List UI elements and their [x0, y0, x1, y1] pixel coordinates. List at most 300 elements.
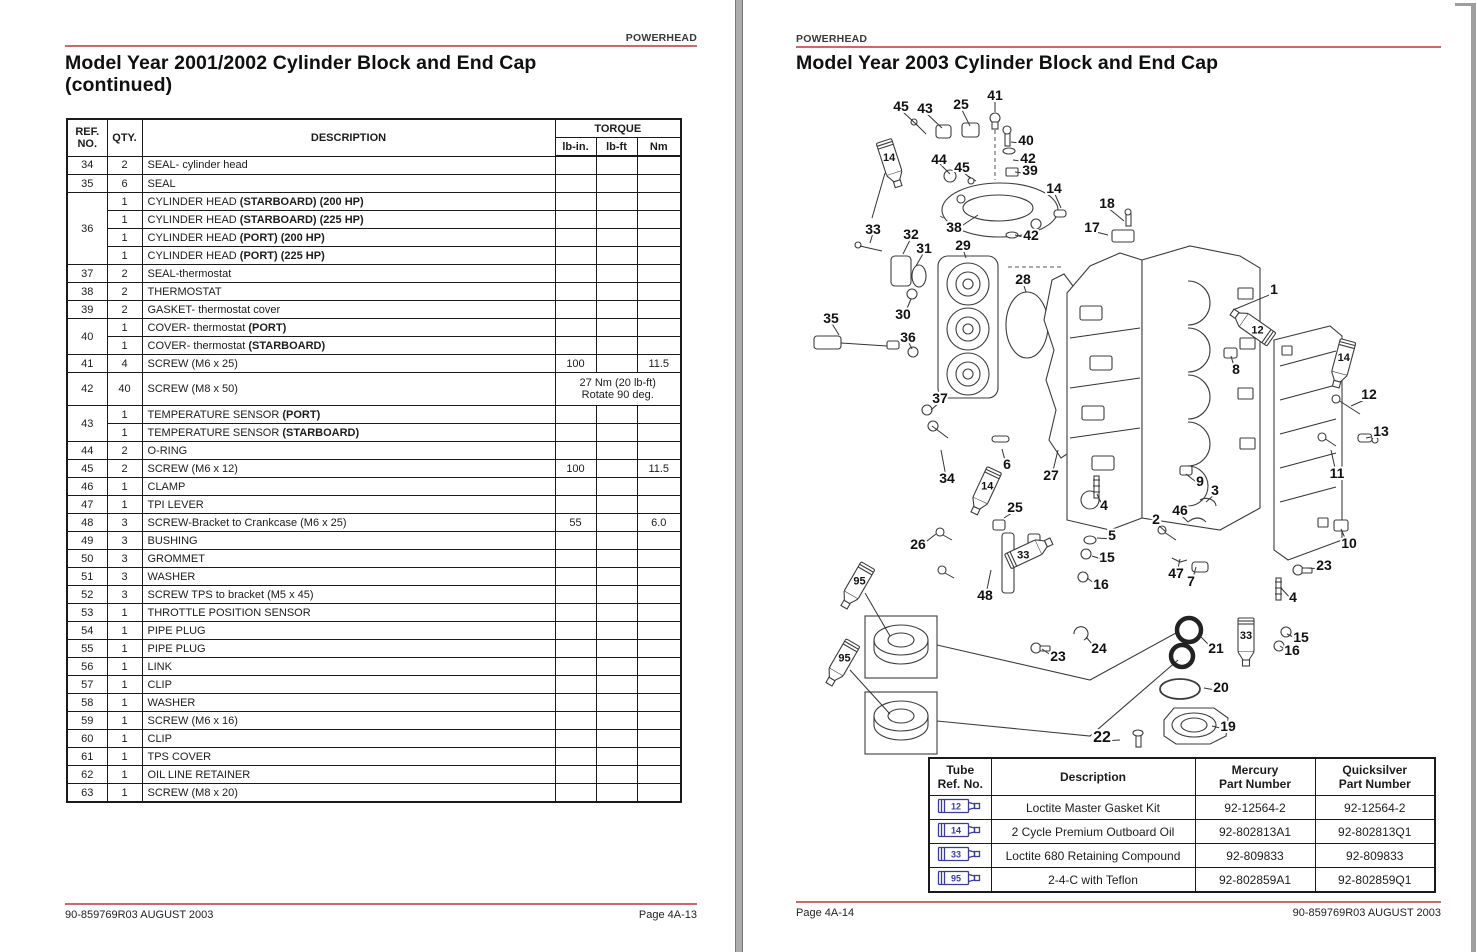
description-cell: TPI LEVER — [142, 496, 555, 514]
qty-cell: 2 — [107, 301, 142, 319]
nm-cell — [637, 283, 681, 301]
table-row — [67, 694, 681, 712]
col-header-mercury: Mercury Part Number — [1195, 758, 1315, 796]
table-row — [67, 586, 681, 604]
tube-table-row — [929, 844, 1435, 868]
nm-cell — [637, 784, 681, 803]
lbin-cell — [555, 640, 596, 658]
qty-cell: 2 — [107, 283, 142, 301]
lbin-cell — [555, 730, 596, 748]
callout-number: 17 — [1084, 219, 1100, 235]
table-row — [67, 712, 681, 730]
callout-number: 19 — [1220, 718, 1236, 734]
right-footer-docnum: 90-859769R03 AUGUST 2003 — [1292, 907, 1441, 919]
qty-cell: 1 — [107, 784, 142, 803]
callout-number: 39 — [1022, 162, 1038, 178]
callout-number: 33 — [865, 221, 881, 237]
nm-cell — [637, 622, 681, 640]
qty-cell: 1 — [107, 211, 142, 229]
table-row — [67, 265, 681, 283]
table-row — [67, 319, 681, 337]
nm-cell — [637, 406, 681, 424]
description-cell: SEAL — [142, 175, 555, 193]
nm-cell — [637, 265, 681, 283]
seal-rings-21 — [1171, 618, 1201, 667]
table-row — [67, 658, 681, 676]
col-header-tube-desc: Description — [991, 758, 1195, 796]
lbft-cell — [596, 658, 637, 676]
qty-cell: 1 — [107, 694, 142, 712]
table-row — [67, 355, 681, 373]
nm-cell — [637, 478, 681, 496]
lbin-cell — [555, 784, 596, 803]
lbft-cell — [596, 784, 637, 803]
description-cell: COVER- thermostat (PORT) — [142, 319, 555, 337]
glue-tube-icon — [937, 797, 983, 815]
table-row — [67, 622, 681, 640]
lbin-cell — [555, 658, 596, 676]
lbin-cell — [555, 532, 596, 550]
col-header-nm: Nm — [637, 138, 681, 157]
lbft-cell — [596, 622, 637, 640]
lbft-cell — [596, 301, 637, 319]
callout-number: 95 — [853, 575, 866, 588]
description-cell: TPS COVER — [142, 748, 555, 766]
left-footer-docnum: 90-859769R03 AUGUST 2003 — [65, 909, 214, 921]
qty-cell: 1 — [107, 676, 142, 694]
nm-cell — [637, 175, 681, 193]
description-cell: CLAMP — [142, 478, 555, 496]
lbft-cell — [596, 604, 637, 622]
table-row — [67, 193, 681, 211]
callout-number: 4 — [1289, 589, 1297, 605]
lbin-cell — [555, 247, 596, 265]
callout-number: 34 — [939, 470, 955, 486]
torque-span-cell: 27 Nm (20 lb-ft) Rotate 90 deg. — [555, 373, 681, 406]
description-cell: WASHER — [142, 568, 555, 586]
callout-number: 29 — [955, 237, 971, 253]
lbft-cell — [596, 319, 637, 337]
callout-number: 12 — [1251, 324, 1264, 337]
lbin-cell — [555, 265, 596, 283]
nm-cell — [637, 319, 681, 337]
qty-cell: 1 — [107, 730, 142, 748]
lbin-cell — [555, 175, 596, 193]
description-cell: CYLINDER HEAD (PORT) (225 HP) — [142, 247, 555, 265]
qty-cell: 1 — [107, 193, 142, 211]
lbin-cell — [555, 496, 596, 514]
callout-number: 48 — [977, 587, 993, 603]
tube-table-row — [929, 796, 1435, 820]
glue-tube-icon — [937, 821, 983, 839]
table-row — [67, 640, 681, 658]
svg-text:14: 14 — [951, 825, 962, 836]
quicksilver-part-cell: 92-809833 — [1315, 844, 1435, 868]
qty-cell: 3 — [107, 532, 142, 550]
description-cell: SCREW (M6 x 25) — [142, 355, 555, 373]
callout-number: 25 — [1007, 499, 1023, 515]
description-cell: TEMPERATURE SENSOR (STARBOARD) — [142, 424, 555, 442]
parts-table-head — [67, 119, 681, 156]
right-page — [743, 0, 1477, 952]
callout-number: 23 — [1316, 557, 1332, 573]
tps-sensor-32 — [891, 256, 926, 299]
col-header-tube-ref: Tube Ref. No. — [929, 758, 991, 796]
table-row — [67, 337, 681, 355]
description-cell: THROTTLE POSITION SENSOR — [142, 604, 555, 622]
qty-cell: 3 — [107, 550, 142, 568]
lbin-cell — [555, 568, 596, 586]
cylinder-head-29 — [938, 256, 998, 398]
lbft-cell — [596, 229, 637, 247]
qty-cell: 3 — [107, 514, 142, 532]
table-row — [67, 175, 681, 193]
nm-cell — [637, 424, 681, 442]
tube-desc-cell: 2 Cycle Premium Outboard Oil — [991, 820, 1195, 844]
tube-table-head — [929, 758, 1435, 796]
lbin-cell: 100 — [555, 355, 596, 373]
callout-number: 25 — [953, 96, 969, 112]
nm-cell — [637, 550, 681, 568]
lbin-cell — [555, 766, 596, 784]
callout-number: 42 — [1020, 150, 1036, 166]
ref-no-cell: 35 — [67, 175, 107, 193]
col-header-description: DESCRIPTION — [142, 119, 555, 156]
description-cell: BUSHING — [142, 532, 555, 550]
tube-ref-cell — [929, 868, 991, 893]
loctite-screw-33 — [855, 173, 885, 251]
parts-table-body — [67, 156, 681, 802]
ref-no-cell: 58 — [67, 694, 107, 712]
callout-number: 35 — [823, 310, 839, 326]
description-cell: O-RING — [142, 442, 555, 460]
callout-number: 18 — [1099, 195, 1115, 211]
ref-no-cell: 52 — [67, 586, 107, 604]
callout-number: 23 — [1050, 648, 1066, 664]
lbin-cell — [555, 586, 596, 604]
o-ring-20 — [1160, 679, 1200, 699]
callout-number: 13 — [1373, 423, 1389, 439]
nm-cell — [637, 496, 681, 514]
description-cell: PIPE PLUG — [142, 622, 555, 640]
description-cell: SCREW (M8 x 50) — [142, 373, 555, 406]
lbin-cell: 100 — [555, 460, 596, 478]
ref-no-cell: 51 — [67, 568, 107, 586]
glue-tube-icon — [967, 466, 1003, 517]
lbft-cell — [596, 283, 637, 301]
callout-number: 47 — [1168, 565, 1184, 581]
qty-cell: 1 — [107, 319, 142, 337]
svg-text:33: 33 — [951, 849, 962, 860]
tube-desc-cell: Loctite Master Gasket Kit — [991, 796, 1195, 820]
lbin-cell — [555, 301, 596, 319]
callout-number: 4 — [1100, 497, 1108, 513]
table-row — [67, 460, 681, 478]
col-header-quicksilver: Quicksilver Part Number — [1315, 758, 1435, 796]
callout-number: 15 — [1293, 629, 1309, 645]
table-row — [67, 283, 681, 301]
ref-no-cell: 55 — [67, 640, 107, 658]
ref-no-cell: 42 — [67, 373, 107, 406]
nm-cell — [637, 211, 681, 229]
nm-cell — [637, 766, 681, 784]
tube-desc-cell: 2-4-C with Teflon — [991, 868, 1195, 893]
col-header-lbin: lb-in. — [555, 138, 596, 157]
callout-number: 44 — [931, 151, 947, 167]
lbft-cell — [596, 247, 637, 265]
callout-number: 11 — [1329, 465, 1345, 481]
description-cell: GASKET- thermostat cover — [142, 301, 555, 319]
quicksilver-part-cell: 92-802813Q1 — [1315, 820, 1435, 844]
qty-cell: 40 — [107, 373, 142, 406]
lbin-cell — [555, 337, 596, 355]
lbft-cell — [596, 676, 637, 694]
mercury-part-cell: 92-12564-2 — [1195, 796, 1315, 820]
description-cell: CLIP — [142, 730, 555, 748]
nm-cell — [637, 604, 681, 622]
callout-number: 1 — [1270, 281, 1278, 297]
callout-number: 10 — [1341, 535, 1357, 551]
description-cell: SEAL- cylinder head — [142, 156, 555, 175]
qty-cell: 1 — [107, 406, 142, 424]
lbin-cell — [555, 424, 596, 442]
svg-text:12: 12 — [951, 801, 962, 812]
callout-number: 95 — [838, 652, 851, 665]
description-cell: OIL LINE RETAINER — [142, 766, 555, 784]
description-cell: SCREW (M8 x 20) — [142, 784, 555, 803]
ref-no-cell: 40 — [67, 319, 107, 355]
nm-cell — [637, 676, 681, 694]
nm-cell — [637, 229, 681, 247]
left-footer-page: Page 4A-13 — [638, 909, 697, 921]
callout-number: 33 — [1239, 630, 1253, 642]
qty-cell: 6 — [107, 175, 142, 193]
end-cap-19 — [1164, 708, 1228, 744]
description-cell: LINK — [142, 658, 555, 676]
qty-cell: 3 — [107, 586, 142, 604]
table-row — [67, 532, 681, 550]
callout-number: 46 — [1172, 502, 1188, 518]
page-edge-shadow-top — [1455, 3, 1476, 6]
qty-cell: 1 — [107, 622, 142, 640]
nm-cell: 11.5 — [637, 460, 681, 478]
description-cell: THERMOSTAT — [142, 283, 555, 301]
table-row — [67, 604, 681, 622]
lbft-cell — [596, 496, 637, 514]
callout-number: 14 — [1337, 352, 1350, 365]
glue-tube-icon — [937, 869, 983, 887]
ref-no-cell: 50 — [67, 550, 107, 568]
right-page-title: Model Year 2003 Cylinder Block and End Cap — [796, 52, 1219, 74]
table-row — [67, 568, 681, 586]
lbft-cell — [596, 478, 637, 496]
lbft-cell — [596, 586, 637, 604]
tube-desc-cell: Loctite 680 Retaining Compound — [991, 844, 1195, 868]
tube-ref-table — [928, 757, 1436, 893]
nm-cell — [637, 712, 681, 730]
table-row — [67, 156, 681, 175]
ref-no-cell: 62 — [67, 766, 107, 784]
callout-number: 24 — [1091, 640, 1107, 656]
callout-number: 15 — [1099, 549, 1115, 565]
table-row — [67, 424, 681, 442]
nm-cell — [637, 640, 681, 658]
callout-number: 38 — [946, 219, 962, 235]
callout-number: 30 — [895, 306, 911, 322]
callout-number: 14 — [882, 152, 896, 165]
lbft-cell — [596, 532, 637, 550]
lbin-cell — [555, 748, 596, 766]
qty-cell: 1 — [107, 478, 142, 496]
ref-no-cell: 43 — [67, 406, 107, 442]
lbft-cell — [596, 730, 637, 748]
glue-tube-icon — [876, 138, 906, 189]
lbin-cell — [555, 604, 596, 622]
tube-table-row — [929, 820, 1435, 844]
table-row — [67, 478, 681, 496]
mercury-part-cell: 92-809833 — [1195, 844, 1315, 868]
footer-rule-left — [65, 903, 697, 905]
table-row — [67, 442, 681, 460]
lbft-cell — [596, 550, 637, 568]
tube-ref-cell — [929, 844, 991, 868]
page-divider — [735, 0, 743, 952]
callout-number: 14 — [981, 480, 994, 493]
lbin-cell — [555, 156, 596, 175]
lbin-cell — [555, 193, 596, 211]
lbft-cell — [596, 640, 637, 658]
nm-cell — [637, 694, 681, 712]
table-row — [67, 301, 681, 319]
bearing-box-2 — [865, 692, 937, 754]
header-rule-right — [796, 46, 1441, 48]
tube-header-row — [929, 758, 1435, 796]
col-header-qty: QTY. — [107, 119, 142, 156]
lbft-cell — [596, 424, 637, 442]
col-header-torque: TORQUE — [555, 119, 681, 138]
tube-ref-cell — [929, 820, 991, 844]
table-row — [67, 406, 681, 424]
table-row — [67, 676, 681, 694]
nm-cell — [637, 568, 681, 586]
lbin-cell: 55 — [555, 514, 596, 532]
table-row — [67, 766, 681, 784]
description-cell: TEMPERATURE SENSOR (PORT) — [142, 406, 555, 424]
ref-no-cell: 36 — [67, 193, 107, 265]
table-row — [67, 748, 681, 766]
lbin-cell — [555, 676, 596, 694]
callout-number: 14 — [1046, 180, 1062, 196]
right-footer-page: Page 4A-14 — [796, 907, 855, 919]
description-cell: SEAL-thermostat — [142, 265, 555, 283]
callout-number: 27 — [1043, 467, 1059, 483]
callout-number: 40 — [1018, 132, 1034, 148]
nm-cell — [637, 193, 681, 211]
lbin-cell — [555, 211, 596, 229]
section-label-right: POWERHEAD — [796, 33, 868, 45]
qty-cell: 2 — [107, 265, 142, 283]
ref-no-cell: 59 — [67, 712, 107, 730]
qty-cell: 1 — [107, 604, 142, 622]
callout-number: 3 — [1211, 482, 1219, 498]
lbft-cell — [596, 175, 637, 193]
ref-no-cell: 45 — [67, 460, 107, 478]
callout-number: 33 — [1017, 549, 1030, 562]
qty-cell: 1 — [107, 640, 142, 658]
ref-no-cell: 46 — [67, 478, 107, 496]
ref-no-cell: 38 — [67, 283, 107, 301]
tube-table-row — [929, 868, 1435, 893]
callout-number: 45 — [954, 159, 970, 175]
callout-number: 2 — [1152, 511, 1160, 527]
qty-cell: 1 — [107, 658, 142, 676]
lbin-cell — [555, 694, 596, 712]
ref-no-cell: 60 — [67, 730, 107, 748]
left-page-title — [65, 52, 685, 96]
description-cell: CYLINDER HEAD (STARBOARD) (225 HP) — [142, 211, 555, 229]
callout-number: 22 — [1093, 729, 1111, 746]
table-row — [67, 550, 681, 568]
qty-cell: 1 — [107, 229, 142, 247]
nm-cell — [637, 748, 681, 766]
lbin-cell — [555, 478, 596, 496]
tube-table-body — [929, 796, 1435, 893]
left-title-line2: (continued) — [65, 74, 173, 96]
lbft-cell — [596, 265, 637, 283]
tube-ref-cell — [929, 796, 991, 820]
bearing-box-1 — [865, 616, 937, 678]
callout-number: 7 — [1187, 573, 1195, 589]
callout-number: 42 — [1023, 227, 1039, 243]
ref-no-cell: 48 — [67, 514, 107, 532]
nm-cell — [637, 337, 681, 355]
lbft-cell — [596, 460, 637, 478]
ref-no-cell: 34 — [67, 156, 107, 175]
nm-cell — [637, 156, 681, 175]
col-header-lbft: lb-ft — [596, 138, 637, 157]
lbft-cell — [596, 337, 637, 355]
ref-no-cell: 53 — [67, 604, 107, 622]
col-header-ref: REF. NO. — [67, 119, 107, 156]
description-cell: COVER- thermostat (STARBOARD) — [142, 337, 555, 355]
table-row — [67, 496, 681, 514]
qty-cell: 1 — [107, 337, 142, 355]
glue-tube-icon — [1238, 618, 1254, 666]
qty-cell: 1 — [107, 496, 142, 514]
nm-cell: 11.5 — [637, 355, 681, 373]
callout-number: 21 — [1208, 640, 1224, 656]
lbin-cell — [555, 550, 596, 568]
qty-cell: 2 — [107, 460, 142, 478]
lbft-cell — [596, 156, 637, 175]
lbft-cell — [596, 712, 637, 730]
plugs-37 — [922, 405, 1009, 442]
page-edge-shadow — [1471, 3, 1476, 952]
mercury-part-cell: 92-802813A1 — [1195, 820, 1315, 844]
description-cell: CYLINDER HEAD (STARBOARD) (200 HP) — [142, 193, 555, 211]
footer-rule-right — [796, 901, 1441, 903]
ref-no-cell: 49 — [67, 532, 107, 550]
left-page — [0, 0, 735, 952]
ref-no-cell: 61 — [67, 748, 107, 766]
quicksilver-part-cell: 92-802859Q1 — [1315, 868, 1435, 893]
nm-cell — [637, 532, 681, 550]
qty-cell: 1 — [107, 424, 142, 442]
exploded-diagram — [790, 88, 1450, 755]
qty-cell: 1 — [107, 712, 142, 730]
callout-number: 41 — [987, 88, 1003, 103]
nm-cell — [637, 442, 681, 460]
